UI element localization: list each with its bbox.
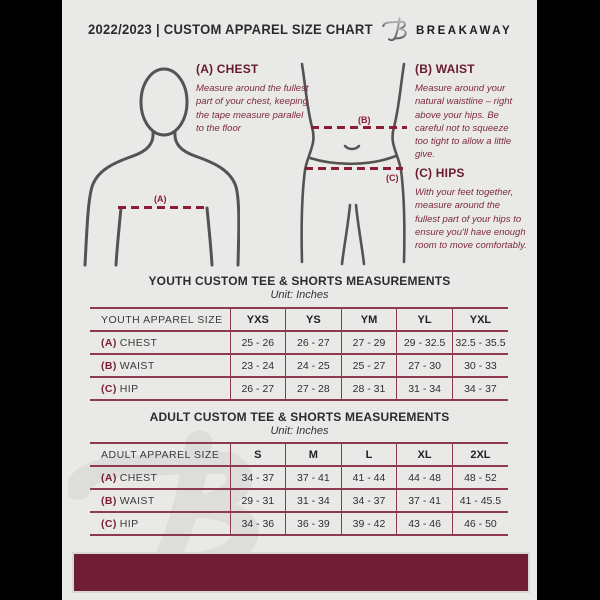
table-row: [90, 512, 508, 535]
chest-measure-line: [118, 206, 205, 209]
waist-body-text: Measure around your natural waistline – right above your hips. Be careful not to squeeze too tight to allow a little give.: [415, 83, 513, 161]
column-header: YS: [286, 308, 342, 331]
chest-line-label: (A): [154, 194, 167, 204]
row-label-text: HIP: [119, 382, 139, 395]
column-header: YM: [341, 308, 397, 331]
table-cell: 34 - 37: [452, 377, 508, 400]
table-cell: 43 - 46: [397, 512, 453, 535]
table-cell: 44 - 48: [397, 466, 453, 489]
measurement-diagrams: [62, 55, 537, 273]
column-header: XL: [397, 443, 453, 466]
footer-accent-bar: [72, 552, 530, 593]
chest-instructions: [196, 62, 312, 135]
page-title: 2022/2023 | CUSTOM APPAREL SIZE CHART: [88, 21, 373, 37]
column-header: M: [286, 443, 342, 466]
table-cell: 25 - 26: [230, 331, 286, 354]
column-header: YOUTH APPAREL SIZE: [101, 313, 223, 326]
column-header: L: [341, 443, 397, 466]
table-cell: 34 - 37: [341, 489, 397, 512]
hips-body-text: With your feet together, measure around the fullest part of your hips to ensure you'll have enough room to move comfortably.: [415, 187, 527, 252]
table-cell: 41 - 45.5: [452, 489, 508, 512]
youth-table-title: YOUTH CUSTOM TEE & SHORTS MEASUREMENTS: [148, 274, 451, 288]
table-cell: 27 - 28: [286, 377, 342, 400]
column-header: YXL: [452, 308, 508, 331]
row-label-prefix: (B): [101, 494, 117, 507]
column-header: YL: [397, 308, 453, 331]
table-cell: 48 - 52: [452, 466, 508, 489]
waist-heading: (B) WAIST: [415, 62, 475, 76]
hips-heading: (C) HIPS: [415, 166, 465, 180]
youth-table-unit: Unit: Inches: [270, 289, 329, 301]
table-cell: 27 - 30: [397, 354, 453, 377]
row-label: [90, 489, 230, 512]
column-header: ADULT APPAREL SIZE: [101, 448, 220, 461]
chest-body-text: Measure around the fullest part of your chest, keeping the tape measure parallel to the floor: [196, 83, 309, 134]
table-row: [90, 489, 508, 512]
row-label-prefix: (C): [101, 382, 117, 395]
adult-table-unit: Unit: Inches: [270, 425, 329, 437]
row-label-prefix: (A): [101, 471, 117, 484]
table-cell: 29 - 31: [230, 489, 286, 512]
table-cell: 24 - 25: [286, 354, 342, 377]
waist-line-label: (B): [358, 115, 371, 125]
column-header: 2XL: [452, 443, 508, 466]
chest-heading: (A) CHEST: [196, 62, 259, 76]
table-cell: 23 - 24: [230, 354, 286, 377]
table-cell: 31 - 34: [397, 377, 453, 400]
table-cell: 34 - 36: [230, 512, 286, 535]
table-cell: 37 - 41: [286, 466, 342, 489]
table-cell: 26 - 27: [286, 331, 342, 354]
breakaway-logo-icon: [382, 15, 410, 45]
column-header: YXS: [230, 308, 286, 331]
table-row: [90, 466, 508, 489]
table-cell: 41 - 44: [341, 466, 397, 489]
adult-header-row: [90, 443, 508, 466]
brand-name: BREAKAWAY: [416, 25, 513, 37]
table-cell: 32.5 - 35.5: [452, 331, 508, 354]
row-label-text: HIP: [119, 517, 139, 530]
table-cell: 39 - 42: [341, 512, 397, 535]
table-row: [90, 377, 508, 400]
row-label: [90, 466, 230, 489]
row-label-text: WAIST: [119, 359, 155, 372]
table-cell: 36 - 39: [286, 512, 342, 535]
row-label-prefix: (B): [101, 359, 117, 372]
table-cell: 27 - 29: [341, 331, 397, 354]
table-cell: 31 - 34: [286, 489, 342, 512]
table-cell: 30 - 33: [452, 354, 508, 377]
table-cell: 34 - 37: [230, 466, 286, 489]
row-label-prefix: (C): [101, 517, 117, 530]
row-label-prefix: (A): [101, 336, 117, 349]
waist-instructions: [415, 62, 523, 162]
table-row: [90, 354, 508, 377]
table-cell: 46 - 50: [452, 512, 508, 535]
table-cell: 28 - 31: [341, 377, 397, 400]
table-cell: 29 - 32.5: [397, 331, 453, 354]
hips-line-label: (C): [386, 173, 399, 183]
waist-measure-line: [311, 126, 407, 129]
table-row: [90, 331, 508, 354]
column-header: S: [230, 443, 286, 466]
row-label-text: WAIST: [119, 494, 155, 507]
row-label: [90, 331, 230, 354]
table-cell: 37 - 41: [397, 489, 453, 512]
row-label: [90, 354, 230, 377]
hips-instructions: [415, 166, 527, 252]
youth-header-row: [90, 308, 508, 331]
row-label: [90, 377, 230, 400]
youth-size-table: [90, 307, 508, 401]
table-cell: 26 - 27: [230, 377, 286, 400]
row-label: [90, 512, 230, 535]
size-chart-page: [62, 0, 537, 600]
adult-table-title: ADULT CUSTOM TEE & SHORTS MEASUREMENTS: [149, 410, 450, 424]
table-cell: 25 - 27: [341, 354, 397, 377]
row-label-text: CHEST: [119, 471, 158, 484]
adult-size-table: [90, 442, 508, 536]
hips-measure-line: [305, 167, 403, 170]
row-label-text: CHEST: [119, 336, 158, 349]
